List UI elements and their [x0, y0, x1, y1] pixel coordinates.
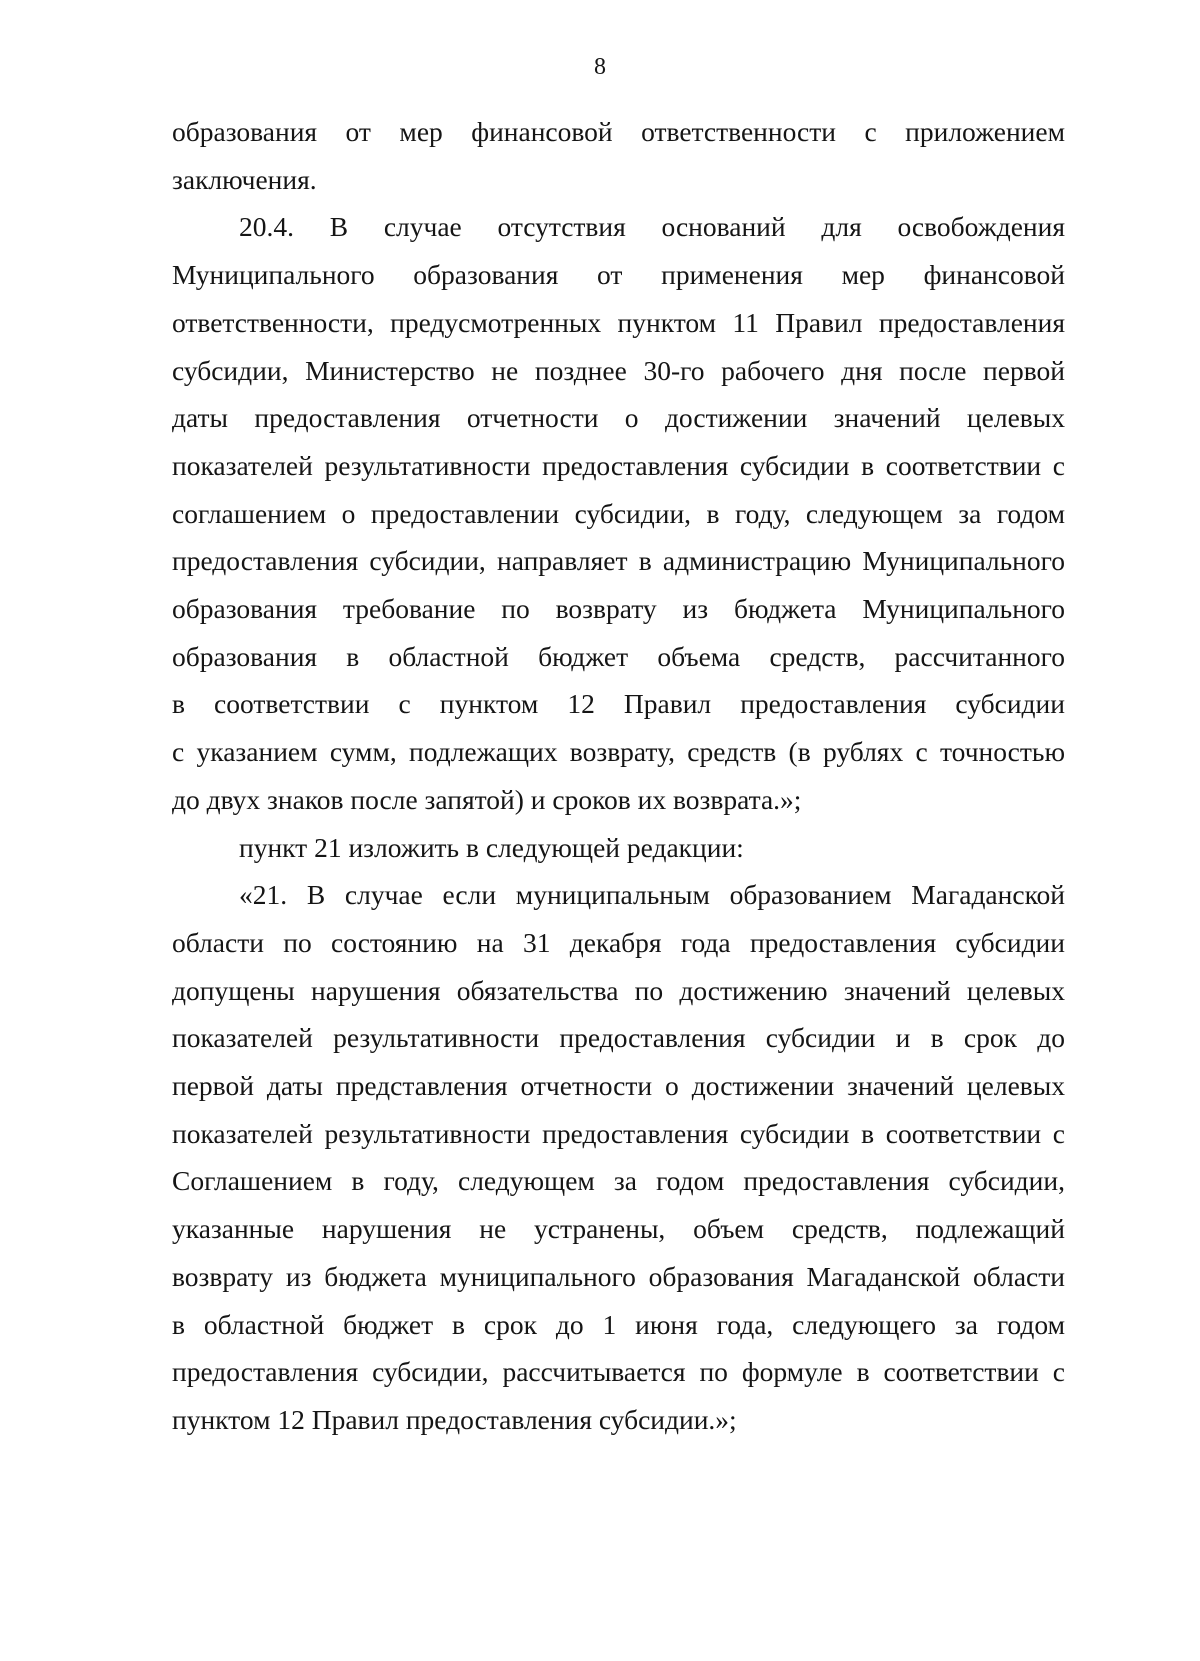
text-line: показателей результативности предоставления субсидии в соответствии с: [172, 449, 1065, 481]
text-line: с указанием сумм, подлежащих возврату, средств (в рублях с точностью: [172, 736, 1065, 768]
text-line: пункт 21 изложить в следующей редакции:: [239, 831, 744, 863]
paragraph-21: [172, 871, 1065, 1443]
text-line: показателей результативности предоставления субсидии в соответствии с: [172, 1117, 1065, 1149]
document-body: [172, 108, 1065, 1444]
text-line: первой даты представления отчетности о достижении значений целевых: [172, 1070, 1065, 1102]
text-line: возврату из бюджета муниципального образования Магаданской области: [172, 1260, 1065, 1292]
text-line: показателей результативности предоставления субсидии и в срок до: [172, 1022, 1065, 1054]
page-number: 8: [594, 54, 606, 80]
text-line: указанные нарушения не устранены, объем средств, подлежащий: [172, 1213, 1065, 1245]
paragraph-instruction: [172, 824, 1065, 872]
text-line: в областной бюджет в срок до 1 июня года, следующего за годом: [172, 1308, 1065, 1340]
text-line: области по состоянию на 31 декабря года предоставления субсидии: [172, 926, 1065, 958]
text-line: субсидии, Министерство не позднее 30-го рабочего дня после первой: [172, 354, 1065, 386]
text-line: в соответствии с пунктом 12 Правил предоставления субсидии: [172, 688, 1065, 720]
text-line: пунктом 12 Правил предоставления субсидии.»;: [172, 1403, 737, 1435]
text-line: 20.4. В случае отсутствия оснований для освобождения: [239, 211, 1065, 243]
text-line: предоставления субсидии, направляет в администрацию Муниципального: [172, 545, 1065, 577]
text-line: допущены нарушения обязательства по достижению значений целевых: [172, 974, 1065, 1006]
text-line: соглашением о предоставлении субсидии, в году, следующем за годом: [172, 497, 1065, 529]
text-line: ответственности, предусмотренных пунктом 11 Правил предоставления: [172, 306, 1065, 338]
text-line: образования от мер финансовой ответственности с приложением: [172, 116, 1065, 147]
paragraph-20-4: [172, 203, 1065, 823]
paragraph-continuation: [172, 108, 1065, 203]
text-line: «21. В случае если муниципальным образованием Магаданской: [239, 879, 1065, 911]
text-line: даты предоставления отчетности о достижении значений целевых: [172, 402, 1065, 434]
text-line: заключения.: [172, 163, 317, 195]
text-line: до двух знаков после запятой) и сроков их возврата.»;: [172, 783, 802, 815]
text-line: образования требование по возврату из бюджета Муниципального: [172, 593, 1065, 625]
text-line: образования в областной бюджет объема средств, рассчитанного: [172, 640, 1065, 672]
text-line: Муниципального образования от применения мер финансовой: [172, 259, 1065, 291]
text-line: предоставления субсидии, рассчитывается по формуле в соответствии с: [172, 1356, 1065, 1388]
text-line: Соглашением в году, следующем за годом предоставления субсидии,: [172, 1165, 1065, 1197]
